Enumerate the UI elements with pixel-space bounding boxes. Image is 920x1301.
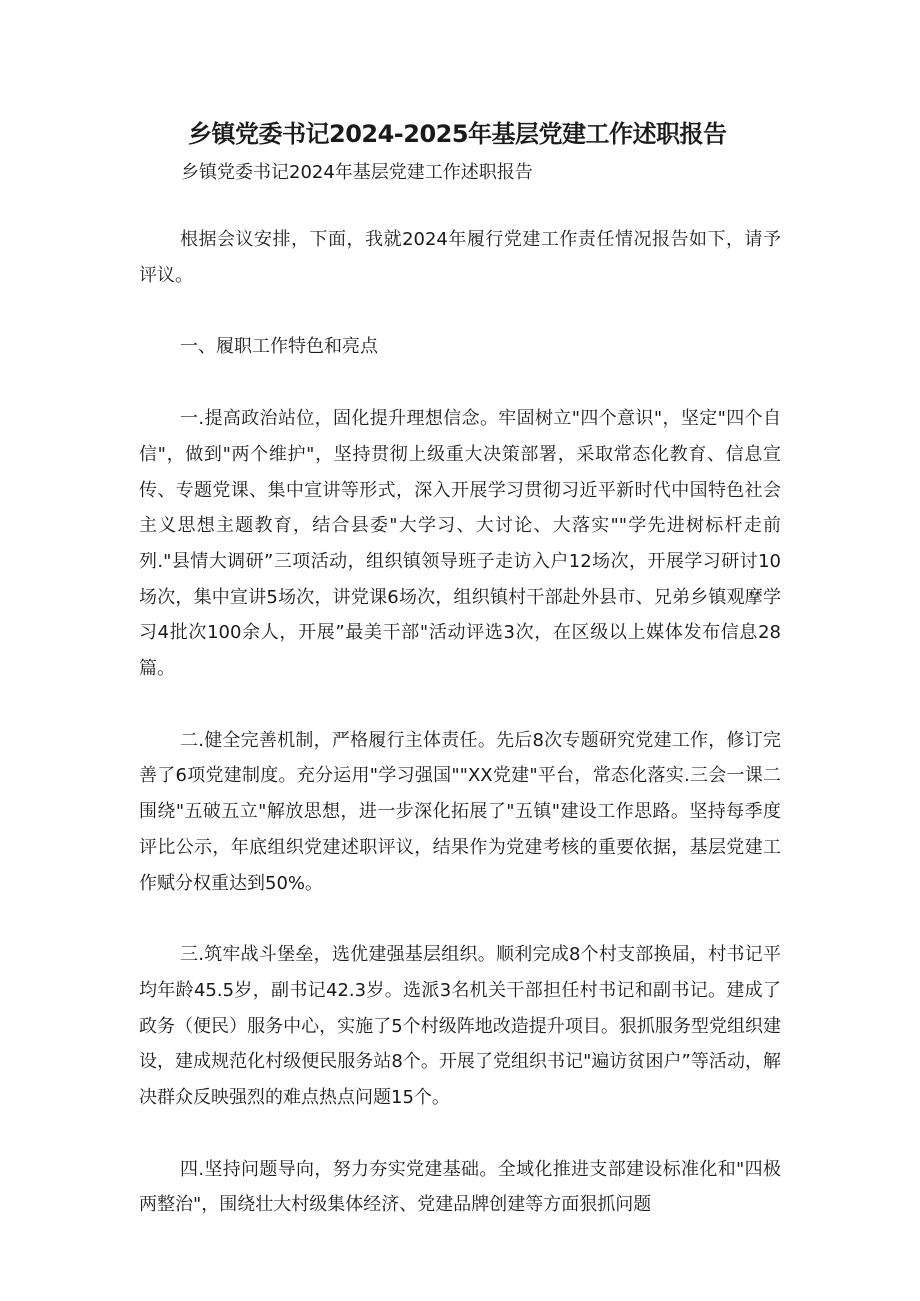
section-heading: 一、履职工作特色和亮点: [180, 336, 378, 358]
paragraph-4: 四.坚持问题导向，努力夯实党建基础。全域化推进支部建设标准化和"四极两整治"，围绕壮大村级集体经济、党建品牌创建等方面狠抓问题: [139, 1158, 781, 1216]
document-body: [139, 222, 781, 1223]
paragraph-3: 三.筑牢战斗堡垒，选优建强基层组织。顺利完成8个村支部换届，村书记平均年龄45.5岁，副书记42.3岁。选派3名机关干部担任村书记和副书记。建成了政务（便民）服务中心，实施了5个村级阵地改造提升项目。狠抓服务型党组织建设，建成规范化村级便民服务站8个。开展了党组织书记"遍访贫困户”等活动，解决群众反映强烈的难点热点问题15个。: [139, 944, 781, 1109]
intro-paragraph: 根据会议安排，下面，我就2024年履行党建工作责任情况报告如下，请予评议。: [139, 229, 781, 286]
paragraph-2: 二.健全完善机制，严格履行主体责任。先后8次专题研究党建工作，修订完善了6项党建制度。充分运用"学习强国""XX党建"平台，常态化落实.三会一课二围绕"五破五立"解放思想，进一步深化拓展了"五镇"建设工作思路。坚持每季度评比公示，年底组织党建述职评议，结果作为党建考核的重要依据，基层党建工作赋分权重达到50%。: [139, 729, 781, 894]
paragraph-1: 一.提高政治站位，固化提升理想信念。牢固树立"四个意识"，坚定"四个自信"，做到"两个维护"，坚持贯彻上级重大决策部署，采取常态化教育、信息宣传、专题党课、集中宣讲等形式，深入开展学习贯彻习近平新时代中国特色社会主义思想主题教育，结合县委"大学习、大讨论、大落实""学先进树标杆走前列."县情大调研”三项活动，组织镇领导班子走访入户12场次，开展学习研讨10场次，集中宣讲5场次，讲党课6场次，组织镇村干部赴外县市、兄弟乡镇观摩学习4批次100余人，开展”最美干部"活动评选3次，在区级以上媒体发布信息28篇。: [139, 408, 781, 680]
document-subtitle: 乡镇党委书记2024年基层党建工作述职报告: [181, 162, 533, 183]
document-title: 乡镇党委书记2024-2025年基层党建工作述职报告: [188, 120, 727, 148]
